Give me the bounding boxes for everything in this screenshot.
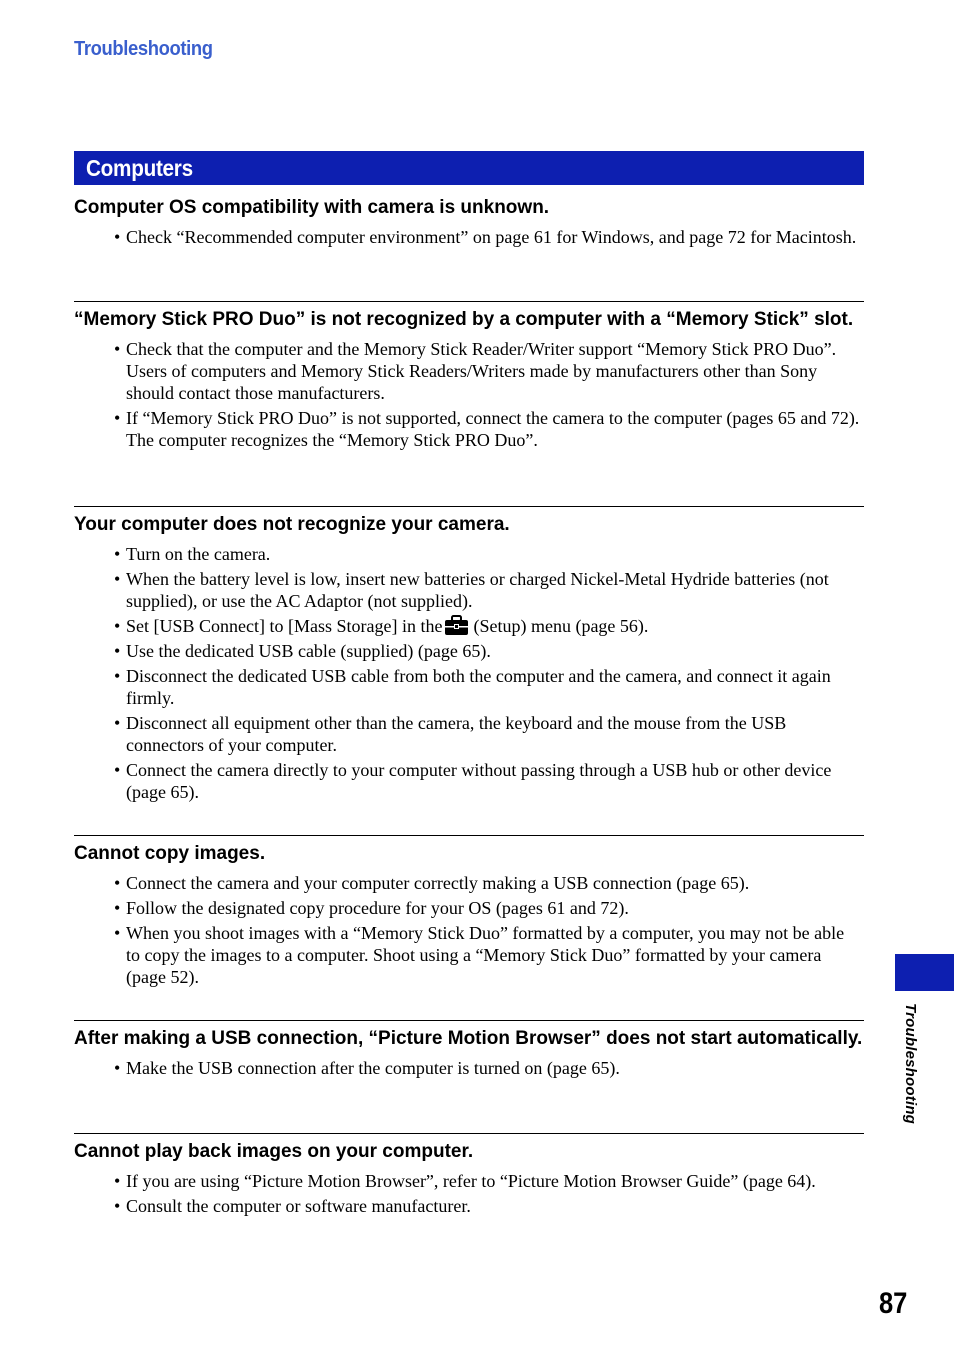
bullet: • — [114, 713, 121, 733]
qa-block-playback — [74, 1133, 864, 1220]
section-title: Computers — [86, 155, 193, 181]
answer-list — [74, 872, 864, 988]
bullet: • — [114, 1171, 121, 1191]
list-item: • Follow the designated copy procedure for your OS (pages 61 and 72). — [114, 898, 629, 918]
running-head: Troubleshooting — [74, 38, 213, 60]
list-item: • If you are using “Picture Motion Browser”, refer to “Picture Motion Browser Guide” (page 64). — [114, 1171, 816, 1191]
question-heading: Your computer does not recognize your camera. — [74, 514, 510, 535]
list-item: • Connect the camera directly to your computer without passing through a USB hub or other device (page 65). — [114, 760, 832, 802]
list-item: • When the battery level is low, insert new batteries or charged Nickel-Metal Hydride batteries (not supplied), or use the AC Adaptor (not supplied). — [114, 569, 829, 611]
bullet: • — [114, 1196, 121, 1216]
list-item: • Set [USB Connect] to [Mass Storage] in the (Setup) menu (page 56). — [114, 616, 649, 636]
bullet: • — [114, 569, 121, 589]
question-heading: After making a USB connection, “Picture Motion Browser” does not start automatically. — [74, 1028, 863, 1049]
list-item: • Consult the computer or software manufacturer. — [114, 1196, 471, 1216]
answer-list — [74, 226, 864, 248]
bullet: • — [114, 760, 121, 780]
qa-block-pmb-autostart — [74, 1020, 864, 1082]
page-number: 87 — [879, 1287, 908, 1320]
bullet: • — [114, 616, 121, 636]
chapter-tab-label: Troubleshooting — [902, 1003, 919, 1125]
question-heading: Cannot play back images on your computer. — [74, 1141, 474, 1162]
setup-toolbox-icon — [444, 615, 469, 636]
list-item: • Make the USB connection after the computer is turned on (page 65). — [114, 1058, 620, 1078]
qa-block-cannot-copy — [74, 835, 864, 991]
list-item: • Disconnect the dedicated USB cable from both the computer and the camera, and connect it again firmly. — [114, 666, 831, 708]
bullet: • — [114, 898, 121, 918]
section-title-bar — [74, 151, 864, 185]
bullet: • — [114, 641, 121, 661]
bullet: • — [114, 408, 121, 428]
list-item: • Check that the computer and the Memory Stick Reader/Writer support “Memory Stick PRO Duo”. Users of computers and Memory Stick Readers/Writers made by manufacturers other than Sony should contact those manufacturers. — [114, 339, 837, 403]
bullet: • — [114, 339, 121, 359]
bullet: • — [114, 666, 121, 686]
question-heading: Cannot copy images. — [74, 843, 266, 864]
bullet: • — [114, 227, 121, 247]
answer-list — [74, 338, 864, 451]
qa-block-memory-stick — [74, 301, 864, 454]
qa-block-os-compatibility — [74, 196, 864, 251]
list-item: • When you shoot images with a “Memory Stick Duo” formatted by a computer, you may not be able to copy the images to a computer. Shoot using a “Memory Stick Duo” formatted by your camera (page 52). — [114, 923, 845, 987]
question-heading: “Memory Stick PRO Duo” is not recognized by a computer with a “Memory Stick” slot. — [74, 309, 854, 330]
bullet: • — [114, 1058, 121, 1078]
question-heading: Computer OS compatibility with camera is unknown. — [74, 197, 550, 218]
list-item: • Disconnect all equipment other than the camera, the keyboard and the mouse from the USB connectors of your computer. — [114, 713, 787, 755]
answer-list — [74, 1057, 864, 1079]
list-item: • Turn on the camera. — [114, 544, 271, 564]
answer-list — [74, 1170, 864, 1217]
bullet: • — [114, 923, 121, 943]
list-item: • Use the dedicated USB cable (supplied) (page 65). — [114, 641, 491, 661]
list-item: • If “Memory Stick PRO Duo” is not supported, connect the camera to the computer (pages 65 and 72). The computer recognizes the “Memory Stick PRO Duo”. — [114, 408, 860, 450]
list-item: • Check “Recommended computer environment” on page 61 for Windows, and page 72 for Macintosh. — [114, 227, 857, 247]
list-item: • Connect the camera and your computer correctly making a USB connection (page 65). — [114, 873, 750, 893]
bullet: • — [114, 873, 121, 893]
answer-list — [74, 543, 864, 803]
bullet: • — [114, 544, 121, 564]
chapter-tab-marker — [895, 954, 954, 991]
qa-block-camera-not-recognized — [74, 506, 864, 806]
